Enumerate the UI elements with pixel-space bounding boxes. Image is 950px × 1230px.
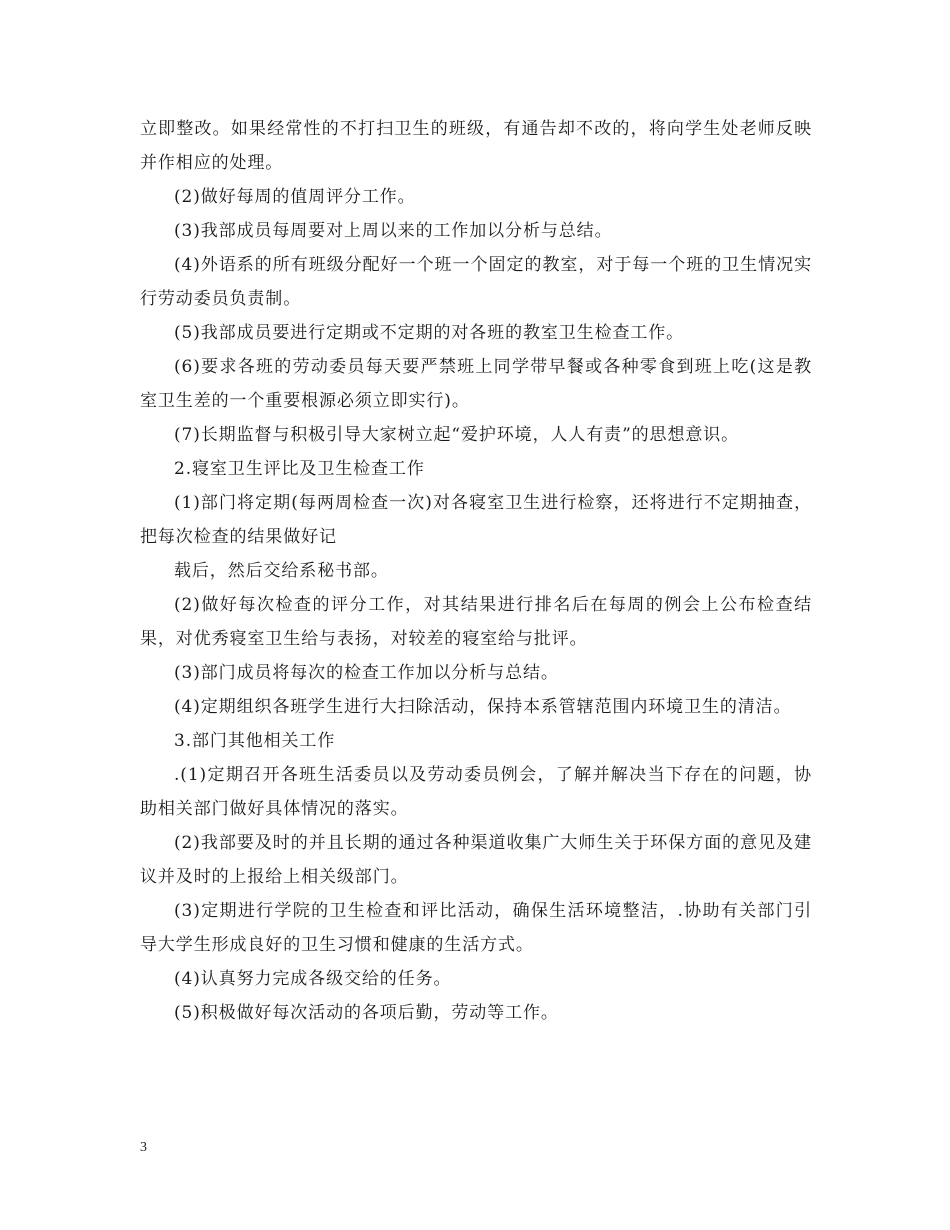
paragraph: 载后，然后交给系秘书部。 (174, 561, 389, 581)
paragraph: (2)做好每次检查的评分工作，对其结果进行排名后在每周的例会上公布检查结果，对优秀寝室卫生给与表扬，对较差的寝室给与批评。 (140, 595, 812, 649)
section-heading: 3.部门其他相关工作 (174, 731, 336, 751)
paragraph: (5)我部成员要进行定期或不定期的对各班的教室卫生检查工作。 (174, 323, 685, 343)
paragraph: (5)积极做好每次活动的各项后勤，劳动等工作。 (174, 1003, 559, 1023)
paragraph: (4)定期组织各班学生进行大扫除活动，保持本系管辖范围内环境卫生的清洁。 (174, 697, 792, 717)
paragraph: (6)要求各班的劳动委员每天要严禁班上同学带早餐或各种零食到班上吃(这是教室卫生差的一个重要根源必须立即实行)。 (140, 357, 812, 411)
paragraph: (3)部门成员将每次的检查工作加以分析与总结。 (174, 663, 559, 683)
paragraph: (4)外语系的所有班级分配好一个班一个固定的教室，对于每一个班的卫生情况实行劳动委员负责制。 (140, 255, 812, 309)
paragraph: (4)认真努力完成各级交给的任务。 (174, 969, 452, 989)
paragraph: (3)我部成员每周要对上周以来的工作加以分析与总结。 (174, 221, 613, 241)
paragraph: (2)我部要及时的并且长期的通过各种渠道收集广大师生关于环保方面的意见及建议并及时的上报给上相关级部门。 (140, 833, 812, 887)
paragraph: (3)定期进行学院的卫生检查和评比活动，确保生活环境整洁，.协助有关部门引导大学生形成良好的卫生习惯和健康的生活方式。 (140, 901, 812, 955)
page-number: 3 (140, 1140, 147, 1155)
section-heading: 2.寝室卫生评比及卫生检查工作 (174, 459, 425, 479)
paragraph: (2)做好每周的值周评分工作。 (174, 187, 416, 207)
paragraph: .(1)定期召开各班生活委员以及劳动委员例会，了解并解决当下存在的问题，协助相关部门做好具体情况的落实。 (140, 765, 812, 819)
paragraph: (1)部门将定期(每两周检查一次)对各寝室卫生进行检察，还将进行不定期抽查，把每次检查的结果做好记 (140, 493, 812, 547)
paragraph: 立即整改。如果经常性的不打扫卫生的班级，有通告却不改的，将向学生处老师反映并作相应的处理。 (140, 119, 812, 173)
document-body (140, 112, 812, 1030)
paragraph: (7)长期监督与积极引导大家树立起“爱护环境，人人有责”的思想意识。 (174, 425, 740, 445)
